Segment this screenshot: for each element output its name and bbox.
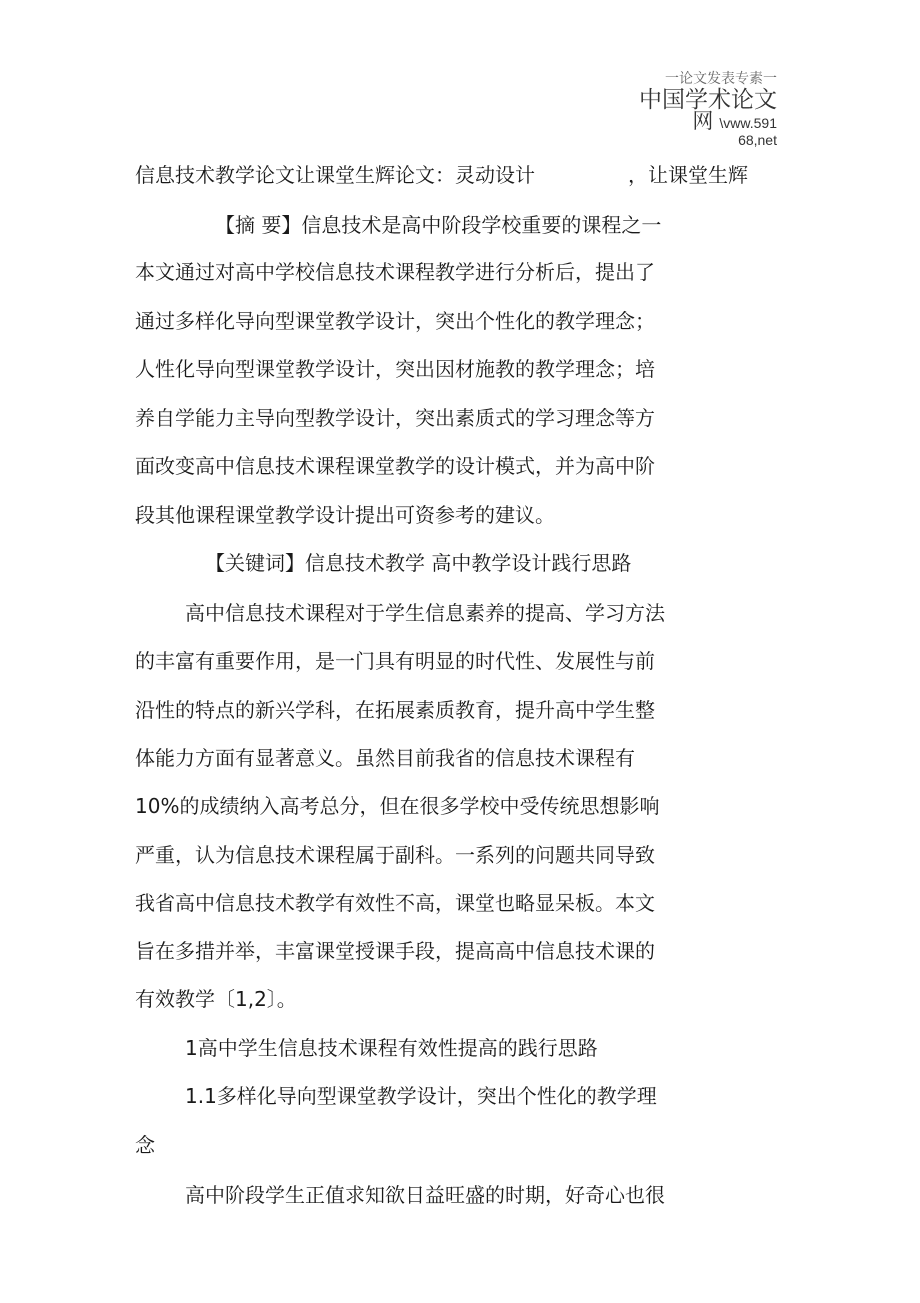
site-logo — [637, 70, 777, 148]
body-line: 高中信息技术课程对于学生信息素养的提高、学习方法 — [185, 601, 665, 625]
logo-brand-wang: 网 — [692, 109, 714, 133]
body-line: 的丰富有重要作用，是一门具有明显的时代性、发展性与前 — [135, 649, 655, 673]
abstract-line: 本文通过对高中学校信息技术课程教学进行分析后，提出了 — [135, 260, 655, 284]
abstract-line: 段其他课程课堂教学设计提出可资参考的建议。 — [135, 503, 555, 527]
body-line: 10%的成绩纳入高考总分，但在很多学校中受传统思想影响 — [135, 794, 660, 818]
document-title-suffix: ，让课堂生辉 — [628, 163, 748, 187]
keywords: 【关键词】信息技术教学 高中教学设计践行思路 — [205, 551, 632, 575]
logo-url-row — [637, 109, 777, 133]
body-line: 我省高中信息技术教学有效性不高，课堂也略显呆板。本文 — [135, 891, 655, 915]
subsection-heading-cont: 念 — [135, 1133, 155, 1157]
body-line: 高中阶段学生正值求知欲日益旺盛的时期，好奇心也很 — [185, 1183, 665, 1207]
logo-tagline: 一论文发表专素一 — [665, 71, 777, 87]
abstract-line: 人性化导向型课堂教学设计，突出因材施教的教学理念；培 — [135, 357, 655, 381]
logo-url: \vww.591 — [719, 115, 777, 131]
section-heading: 1高中学生信息技术课程有效性提高的践行思路 — [185, 1036, 598, 1060]
body-line: 沿性的特点的新兴学科，在拓展素质教育，提升高中学生整 — [135, 698, 655, 722]
body-line: 旨在多措并举，丰富课堂授课手段，提高高中信息技术课的 — [135, 939, 655, 963]
abstract-line: 通过多样化导向型课堂教学设计，突出个性化的教学理念； — [135, 309, 655, 333]
abstract-line: 养自学能力主导向型教学设计，突出素质式的学习理念等方 — [135, 406, 655, 430]
body-line: 体能力方面有显著意义。虽然目前我省的信息技术课程有 — [135, 746, 635, 770]
subsection-heading: 1.1多样化导向型课堂教学设计，突出个性化的教学理 — [185, 1084, 657, 1108]
body-line: 有效教学〔1,2〕。 — [135, 987, 297, 1011]
document-title: 信息技术教学论文让课堂生辉论文：灵动设计 — [135, 163, 535, 187]
logo-url-cont: 68,net — [738, 132, 777, 148]
logo-brand: 中国学术论文 — [639, 87, 777, 113]
body-line: 严重，认为信息技术课程属于副科。一系列的问题共同导致 — [135, 843, 655, 867]
abstract-line: 面改变高中信息技术课程课堂教学的设计模式，并为高中阶 — [135, 454, 655, 478]
abstract-line: 【摘 要】信息技术是高中阶段学校重要的课程之一 — [215, 213, 662, 237]
